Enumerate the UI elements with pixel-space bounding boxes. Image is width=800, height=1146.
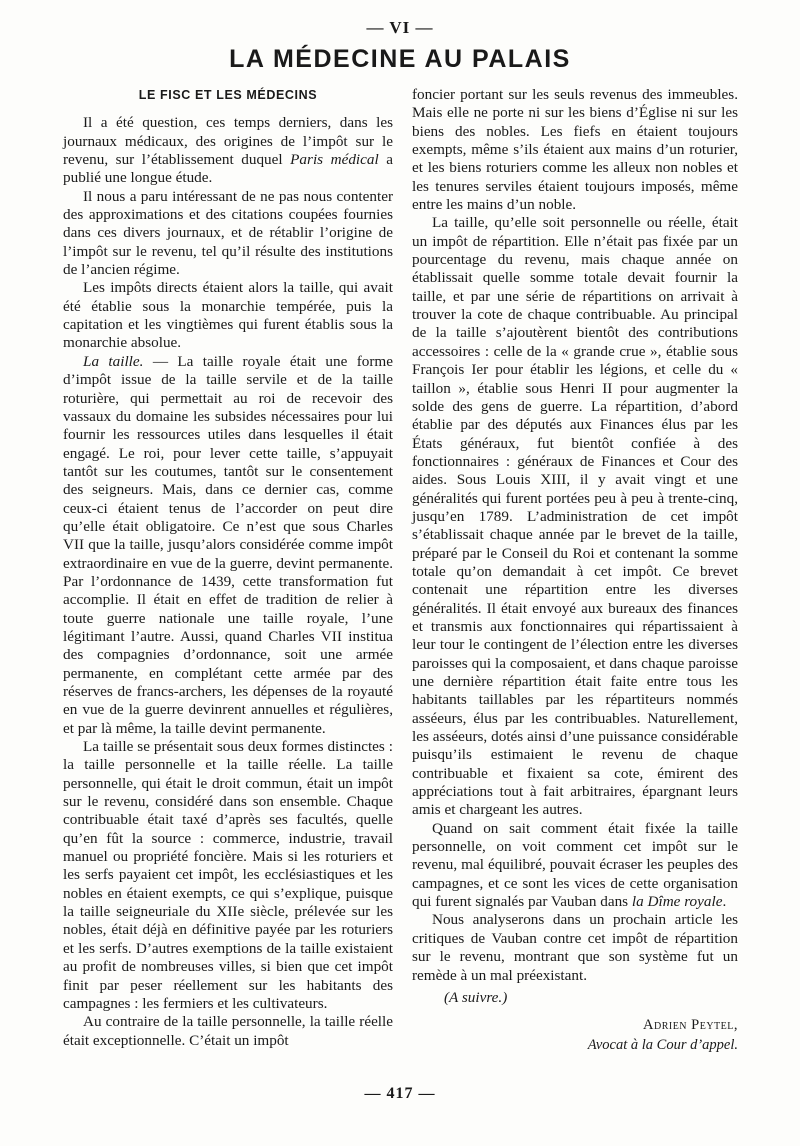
journal-name: Paris médical	[290, 151, 379, 169]
right-column	[412, 86, 738, 1055]
paragraph-taille-reelle: Au contraire de la taille personnelle, la taille réelle était exceptionnelle. C’était un impôt	[63, 1013, 393, 1049]
paragraph-intro: Il a été question, ces temps derniers, dans les journaux médicaux, des origines de l’impôt sur le revenu, sur l’établissement duquel Paris médical a publié une longue étude.	[63, 114, 393, 187]
page-title: LA MÉDECINE AU PALAIS	[229, 45, 571, 73]
author-role: Avocat à la Cour d’appel.	[587, 1037, 738, 1054]
paragraph-la-taille: La taille. — La taille royale était une forme d’impôt issue de la taille servile et de la taille roturière, qui permettait au roi de recevoir des vassaux du domaine les subsides nécessaires pour lui fournir les ressources utiles dans lesquelles il était engagé. Le roi, pour lever cette taille, s’appuyait tantôt sur les coutumes, tantôt sur le consentement des seigneurs. Mais, dans ce dernier cas, comme ceux-ci étaient tenus de l’accorder on peut dire qu’elle était obligatoire. Ce n’est que sous Charles VII que la taille, jusqu’alors considérée comme impôt extraordinaire en vue de la guerre, devint permanente. Par l’ordonnance de 1439, cette transformation fut accomplie. Il était en effet de tradition de relier à toute guerre nationale une taille royale, l’une légitimant l’autre. Aussi, quand Charles VII institua des compagnies d’ordonnance, soit une armée permanente, en complétant cette armée par des réserves de francs-archers, les dépenses de la royauté en vue de la guerre devinrent annuelles et régulières, et par là même, la taille devint permanente.	[63, 352, 393, 737]
to-be-continued: (A suivre.)	[444, 988, 508, 1006]
running-page-number: — VI —	[366, 18, 434, 37]
paragraph-next-article: Nous analyserons dans un prochain article les critiques de Vauban contre cet impôt de répartition sur le revenu, montrant que son système fut un remède à un mal préexistant.	[412, 911, 738, 984]
section-title: LE FISC ET LES MÉDECINS	[138, 88, 318, 102]
paragraph-repartition: La taille, qu’elle soit personnelle ou réelle, était un impôt de répartition. Elle n’était pas fixée par un pourcentage du revenu, mais chaque année on établissait quelle somme totale devait fournir la taille, et par une série de répartitions on arrivait à trouver la cote de chaque contribuable. Au principal de la taille s’ajoutèrent bientôt des contributions accessoires : celle de la « grande crue », établie sous François Ier pour établir les légions, et celle du « taillon », établie sous Henri II pour augmenter la solde des gens de guerre. La répartition, d’abord établie par des députés aux Finances élus par les États généraux, fut bientôt confiée à des fonctionnaires : généraux de Finances et Cour des aides. Sous Louis XIII, il y avait vingt et une généralités qui furent portées peu à peu à trente-cinq, jusqu’en 1789. L’administration de cet impôt s’établissait chaque année par le brevet de la taille, préparé par le Conseil du Roi et contenant la somme totale qu’on demandait à cet impôt. Ce brevet contenait une répartition entre les diverses généralités. Il était envoyé aux bureaux des finances et transmis aux fonctionnaires qui répartissaient à leur tour le contingent de l’élection entre les diverses paroisses qui la composaient, et dans chaque paroisse une dernière répartition était faite entre tous les habitants taillables par les répartiteurs nommés asséeurs, élus par les contribuables. Naturellement, les asséeurs, dotés ainsi d’une puissance considérable puisqu’ils estimaient le revenu de chaque contribuable et fixaient sa cote, émirent des appréciations tout à fait arbitraires, épargnant leurs amis et chargeant les autres.	[412, 214, 738, 819]
left-column	[63, 84, 393, 1050]
paragraph-purpose: Il nous a paru intéressant de ne pas nous contenter des approximations et des citations coupées fournies dans ces divers journaux, et de rétablir l’origine de l’impôt sur le revenu, tel qu’il résulte des institutions de l’ancien régime.	[63, 187, 393, 279]
paragraph-direct-taxes: Les impôts directs étaient alors la taille, qui avait été établie sous la monarchie tempérée, puis la capitation et les vingtièmes qui furent établis sous la monarchie absolue.	[63, 279, 393, 352]
paragraph-vauban: Quand on sait comment était fixée la taille personnelle, on voit comment cet impôt sur le revenu, mal équilibré, pouvait écraser les peuples des campagnes, et ce sont les vices de cette organisation qui furent signalés par Vauban dans la Dîme royale.	[412, 819, 738, 911]
paragraph-lead: La taille.	[83, 352, 144, 370]
paragraph-taille-reelle-continued: foncier portant sur les seuls revenus des immeubles. Mais elle ne porte ni sur les biens d’Église ni sur les biens des nobles. Les fiefs en étaient toujours exempts, même s’ils étaient aux mains d’un roturier, et les biens roturiers comme les alleux non nobles et les tenures serviles étaient toujours imposés, même entre les mains d’un noble.	[412, 86, 738, 214]
author-signature	[412, 1015, 738, 1055]
book-title: la Dîme royale	[631, 893, 723, 911]
page-number: — 417 —	[364, 1085, 436, 1102]
author-name: Adrien Peytel,	[643, 1017, 738, 1034]
paragraph-two-forms: La taille se présentait sous deux formes distinctes : la taille personnelle et la taille réelle. La taille personnelle, qui était le droit commun, était un impôt sur le revenu, considéré dans son ensemble. Chaque contribuable était taxé d’après ses facultés, quelle qu’en fût la source : commerce, industrie, travail manuel ou propriété foncière. Mais si les roturiers et les serfs payaient cet impôt, les ecclésiastiques et les nobles en étaient exempts, ce qui s’explique, puisque la taille seigneuriale du XIIe siècle, prélevée sur les nobles, était déjà en définitive payée par les roturiers et les serfs. D’autres exemptions de la taille existaient au profit de nombreuses villes, si bien que cet impôt finit par peser réellement sur les habitants des campagnes : les fermiers et les cultivateurs.	[63, 738, 393, 1012]
